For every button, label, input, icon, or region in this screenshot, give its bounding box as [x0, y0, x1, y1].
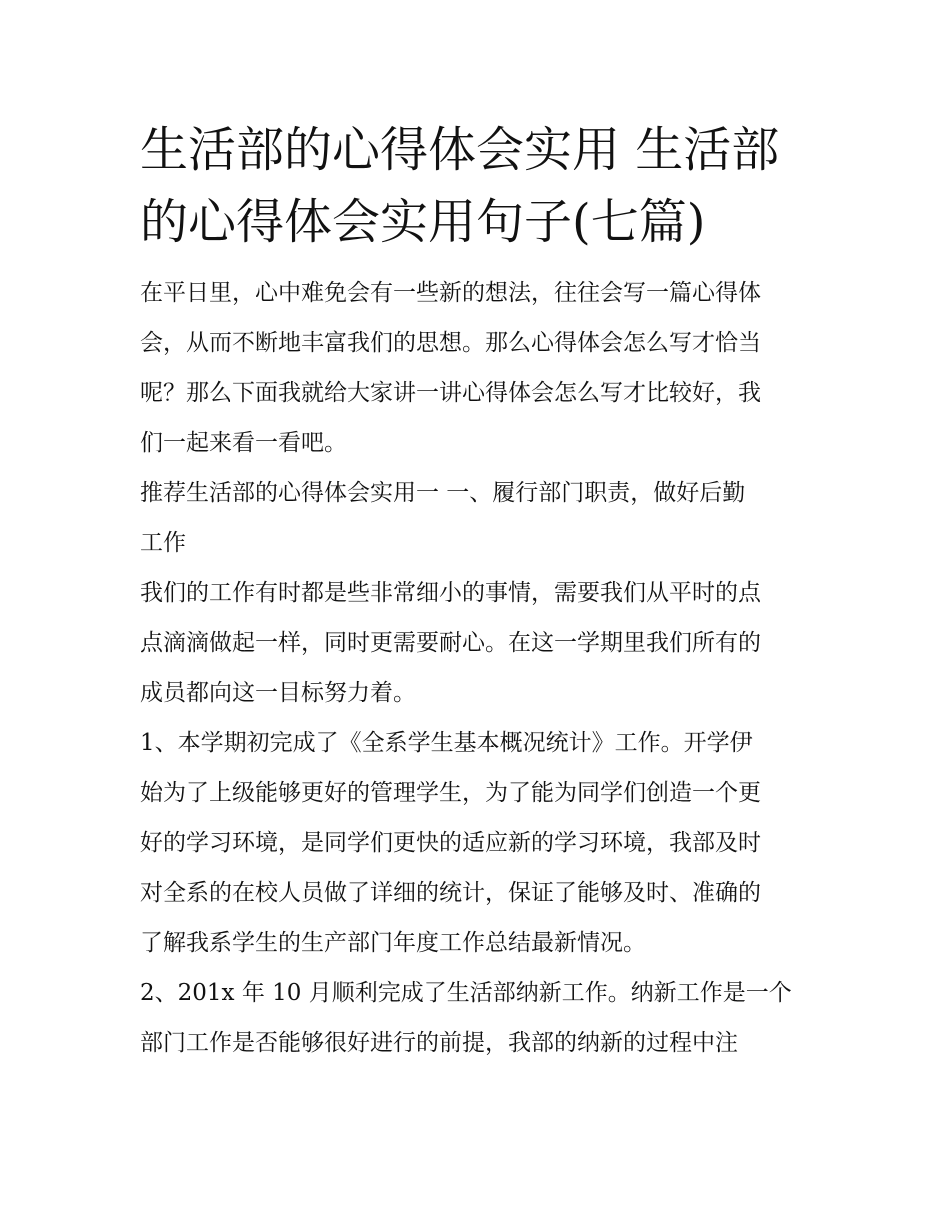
paragraph-line: 部门工作是否能够很好进行的前提，我部的纳新的过程中注 [140, 1030, 738, 1056]
paragraph-line: 2、201x 年 10 月顺利完成了生活部纳新工作。纳新工作是一个 [140, 980, 792, 1006]
paragraph-line: 推荐生活部的心得体会实用一 一、履行部门职责，做好后勤 [140, 480, 746, 506]
paragraph-line: 们一起来看一看吧。 [140, 430, 347, 456]
paragraph-line: 成员都向这一目标努力着。 [140, 680, 416, 706]
paragraph-line: 1、本学期初完成了《全系学生基本概况统计》工作。开学伊 [140, 730, 753, 756]
title-line-2: 的心得体会实用句子(七篇) [140, 194, 706, 250]
paragraph-line: 了解我系学生的生产部门年度工作总结最新情况。 [140, 930, 646, 956]
paragraph-line: 在平日里，心中难免会有一些新的想法，往往会写一篇心得体 [140, 280, 761, 306]
paragraph-intro [140, 268, 816, 468]
paragraph-line: 始为了上级能够更好的管理学生，为了能为同学们创造一个更 [140, 780, 761, 806]
document-content [140, 114, 816, 1068]
paragraph-work [140, 568, 816, 718]
paragraph-item-2 [140, 968, 816, 1068]
paragraph-line: 工作 [140, 530, 186, 556]
paragraph-item-1 [140, 718, 816, 968]
paragraph-line: 对全系的在校人员做了详细的统计，保证了能够及时、准确的 [140, 880, 761, 906]
paragraph-line: 点滴滴做起一样，同时更需要耐心。在这一学期里我们所有的 [140, 630, 761, 656]
document-body [140, 268, 816, 1068]
document-title [140, 114, 816, 258]
title-line-1: 生活部的心得体会实用 生活部 [140, 122, 780, 178]
section-heading [140, 468, 816, 568]
paragraph-line: 会，从而不断地丰富我们的思想。那么心得体会怎么写才恰当 [140, 330, 761, 356]
paragraph-line: 呢？那么下面我就给大家讲一讲心得体会怎么写才比较好，我 [140, 380, 761, 406]
paragraph-line: 我们的工作有时都是些非常细小的事情，需要我们从平时的点 [140, 580, 761, 606]
paragraph-line: 好的学习环境，是同学们更快的适应新的学习环境，我部及时 [140, 830, 761, 856]
